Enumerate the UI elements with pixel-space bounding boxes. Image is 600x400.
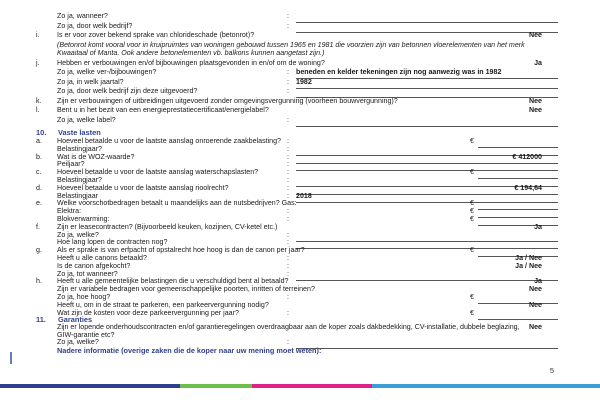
answer-value: Nee xyxy=(528,323,542,331)
answer-value: Nee xyxy=(528,31,542,39)
section-10-title: Vaste lasten xyxy=(58,128,101,137)
euro-sign: € xyxy=(470,199,474,208)
euro-sign: € xyxy=(470,293,474,301)
question-letter: k. xyxy=(36,96,42,105)
question-text: Is de canon afgekocht? xyxy=(57,261,131,270)
colon-separator: : xyxy=(287,183,289,192)
section-10-heading xyxy=(36,128,101,137)
question-text: Heeft u, om in de straat te parkeren, een parkeervergunning nodig? xyxy=(57,300,269,309)
footer-color-segment xyxy=(180,384,252,388)
question-letter: h. xyxy=(36,277,42,286)
answer-value: Ja xyxy=(534,277,542,286)
question-letter: j. xyxy=(36,58,40,67)
question-text: Zo ja, welke label? xyxy=(57,115,116,124)
answer-value: Nee xyxy=(528,285,542,294)
answer-value: Nee xyxy=(528,106,542,114)
colon-separator: : xyxy=(287,137,289,145)
answer-value: € 412000 xyxy=(512,152,542,161)
question-letter: c. xyxy=(36,168,42,177)
question-text: Wat zijn de kosten voor deze parkeervergunning per jaar? xyxy=(57,308,239,317)
section-11-number: 11. xyxy=(36,315,46,324)
question-text: Zo ja, welke? xyxy=(57,337,99,346)
colon-separator: : xyxy=(287,115,289,124)
question-letter: d. xyxy=(36,183,42,192)
question-text: Belastingjaar? xyxy=(57,176,102,184)
question-text: Zijn er leasecontracten? (Bijvoorbeeld keuken, kozijnen, CV-ketel etc.) xyxy=(57,222,278,231)
question-text: Is er voor zover bekend sprake van chlorideschade (betonrot)? xyxy=(57,31,255,39)
question-text: Hoeveel betaalde u voor de laatste aanslag waterschapslasten? xyxy=(57,168,259,177)
footer-color-bar xyxy=(0,384,600,388)
euro-sign: € xyxy=(470,207,474,216)
extra-info-heading: Nadere informatie (overige zaken die de koper naar uw mening moet weten): xyxy=(57,346,322,355)
question-text: Bent u in het bezit van een energieprestatiecertificaat/energielabel? xyxy=(57,106,269,114)
question-text: Peiljaar? xyxy=(57,160,85,169)
euro-sign: € xyxy=(470,308,474,317)
colon-separator: : xyxy=(287,168,289,177)
euro-sign: € xyxy=(470,168,474,177)
answer-value: 2018 xyxy=(296,191,312,200)
question-text: Wat is de WOZ-waarde? xyxy=(57,152,135,161)
question-text: Blokverwarming: xyxy=(57,215,110,223)
answer-value: Ja xyxy=(534,222,542,231)
question-letter: g. xyxy=(36,246,42,255)
question-text: Zijn er lopende onderhoudscontracten en/of garantieregelingen overdraagbaar aan de koper zoals dakbedekking, CV-installatie, dubbele beglazing, GIW-garantie etc? xyxy=(57,323,520,339)
colon-separator: : xyxy=(287,215,289,223)
question-letter: e. xyxy=(36,199,42,208)
question-text: Welke voorschotbedragen betaalt u maandelijks aan de nutsbedrijven? Gas: xyxy=(57,199,297,208)
answer-value: Ja xyxy=(534,58,542,67)
colon-separator: : xyxy=(287,191,289,200)
question-text: Zo ja, welke? xyxy=(57,230,99,239)
question-letter: f. xyxy=(36,222,40,231)
colon-separator: : xyxy=(287,68,289,76)
answer-field[interactable] xyxy=(296,126,558,127)
answer-value: Ja / Nee xyxy=(515,261,542,270)
answer-value: Nee xyxy=(528,300,542,309)
euro-sign: € xyxy=(470,246,474,255)
question-text: Zo ja, hoe hoog? xyxy=(57,293,111,301)
section-10-number: 10. xyxy=(36,128,47,137)
colon-separator: : xyxy=(287,87,289,95)
colon-separator: : xyxy=(287,144,289,153)
question-text: Zo ja, door welk bedrijf zijn deze uitgevoerd? xyxy=(57,87,198,95)
question-text: Zijn er variabele bedragen voor gemeenschappelijke poorten, inritten of terreinen? xyxy=(57,285,315,294)
question-text: Belastingjaar xyxy=(57,191,99,200)
question-text: Heeft u alle canons betaald? xyxy=(57,254,147,262)
colon-separator: : xyxy=(287,254,289,262)
colon-separator: : xyxy=(287,308,289,317)
answer-value: beneden en kelder tekeningen zijn nog aanwezig was in 1982 xyxy=(296,68,502,76)
question-text: Zo ja, wanneer? xyxy=(57,12,108,20)
colon-separator: : xyxy=(287,77,289,86)
amount-field[interactable] xyxy=(478,319,558,320)
question-text: Hoeveel betaalde u voor de laatste aanslag rioolrecht? xyxy=(57,183,229,192)
question-letter: a. xyxy=(36,137,42,145)
question-text: Zo ja, in welk jaartal? xyxy=(57,77,124,86)
answer-value: € 194,64 xyxy=(514,183,542,192)
section-11-title: Garanties xyxy=(58,315,93,324)
colon-separator: : xyxy=(287,160,289,169)
question-text: Zo ja, tot wanneer? xyxy=(57,269,118,278)
colon-separator: : xyxy=(287,152,289,161)
question-text: Belastingjaar? xyxy=(57,144,102,153)
margin-mark xyxy=(10,352,12,364)
colon-separator: : xyxy=(287,269,289,278)
question-letter: b. xyxy=(36,152,42,161)
question-text: Heeft u alle gemeentelijke belastingen die u verschuldigd bent al betaald? xyxy=(57,277,289,286)
question-text: Zijn er verbouwingen of uitbreidingen uitgevoerd zonder omgevingsvergunning (voorheen bouwvergunning)? xyxy=(57,96,398,105)
answer-value: Ja / Nee xyxy=(515,254,542,262)
answer-field[interactable] xyxy=(296,348,558,349)
footer-color-segment xyxy=(252,384,372,388)
colon-separator: : xyxy=(287,207,289,216)
answer-value: Nee xyxy=(528,96,542,105)
question-text: Als er sprake is van erfpacht of opstalrecht hoe hoog is dan de canon per jaar? xyxy=(57,246,305,255)
colon-separator: : xyxy=(287,337,289,346)
question-text: Hoe lang lopen de contracten nog? xyxy=(57,238,168,247)
colon-separator: : xyxy=(287,176,289,184)
colon-separator: : xyxy=(287,230,289,239)
question-letter: l. xyxy=(36,106,40,114)
answer-value: 1982 xyxy=(296,77,312,86)
colon-separator: : xyxy=(287,261,289,270)
footer-color-segment xyxy=(0,384,180,388)
question-text: Zo ja, door welk bedrijf? xyxy=(57,21,133,30)
colon-separator: : xyxy=(287,21,289,30)
page-number: 5 xyxy=(549,366,554,375)
colon-separator: : xyxy=(287,293,289,301)
colon-separator: : xyxy=(287,238,289,247)
footer-color-segment xyxy=(372,384,600,388)
euro-sign: € xyxy=(470,215,474,223)
question-text: Hebben er verbouwingen en/of bijbouwingen plaatsgevonden in en/of om de woning? xyxy=(57,58,325,67)
question-row xyxy=(0,116,600,128)
question-text: (Betonrot komt vooral voor in kruipruimtes van woningen gebouwd tussen 1965 en 1981 die voorzien zijn van betonnen vloerelementen van het merk Kwaaitaal of Manta. Ook andere betonelementen vb. balkons kunnen aangetast zijn.) xyxy=(57,40,525,57)
colon-separator: : xyxy=(287,12,289,20)
question-text: Zo ja, welke ver-/bijbouwingen? xyxy=(57,68,157,76)
question-text: Hoeveel betaalde u voor de laatste aanslag onroerende zaakbelasting? xyxy=(57,137,282,145)
question-letter: i. xyxy=(36,31,40,39)
euro-sign: € xyxy=(470,137,474,145)
question-text: Elektra: xyxy=(57,207,82,216)
